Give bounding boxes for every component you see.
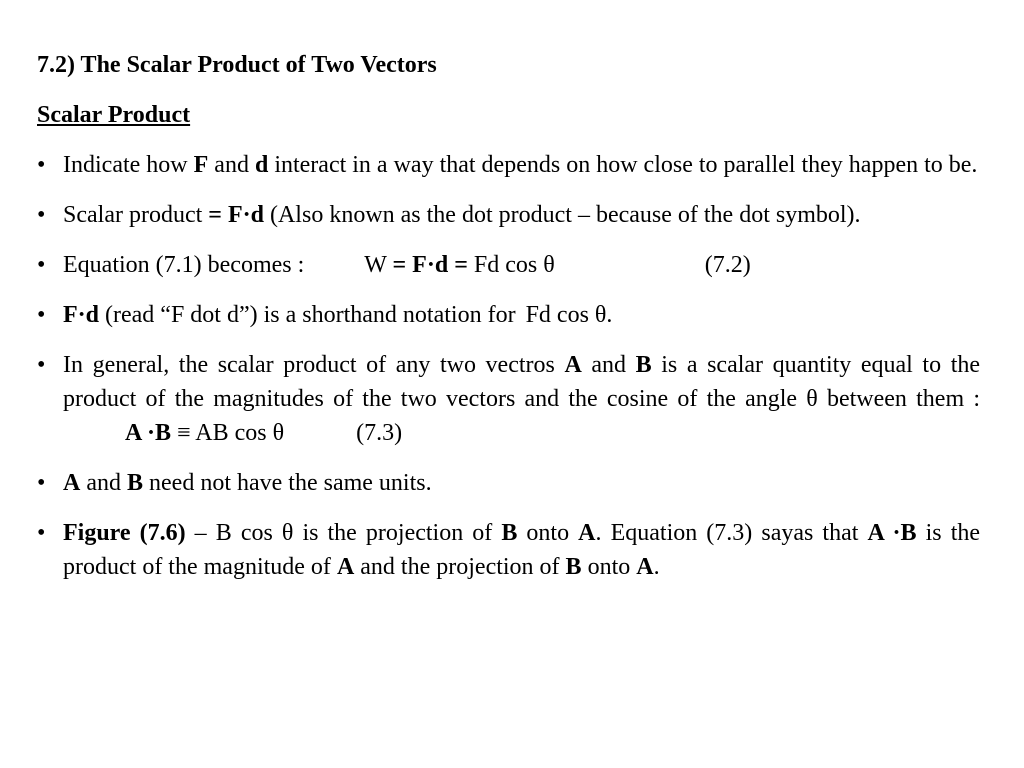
- bullet-item-1: [37, 148, 980, 182]
- text: is the product of the magnitude of: [63, 520, 981, 580]
- equals-sign: =: [392, 252, 407, 278]
- text: In general, the scalar product of any two vectros: [63, 352, 565, 378]
- vector-B: B: [127, 470, 144, 496]
- vector-A: A: [564, 352, 582, 378]
- work-symbol: W: [364, 252, 393, 278]
- text: and: [80, 470, 127, 496]
- vector-A: A: [63, 470, 81, 496]
- section-heading: 7.2) The Scalar Product of Two Vectors: [37, 52, 437, 78]
- bullet-list: [37, 148, 980, 584]
- text: interact in a way that depends on how close to parallel they happen to be.: [268, 152, 978, 178]
- bullet-icon: •: [37, 470, 46, 496]
- dot-product-AB: A ·B: [125, 420, 172, 446]
- vector-B: B: [565, 554, 582, 580]
- bullet-item-4: [37, 298, 980, 332]
- vector-d: d: [254, 152, 269, 178]
- bullet-icon: •: [37, 152, 46, 178]
- subheading-scalar-product: Scalar Product: [37, 102, 191, 128]
- vector-A: A: [578, 520, 596, 546]
- text: is a scalar quantity equal to the product of the magnitudes of the two vectors and the cosine of the angle θ between them :: [63, 352, 981, 412]
- bullet-icon: •: [37, 520, 46, 546]
- equation-rhs: ≡ AB cos θ: [171, 420, 285, 446]
- text: and: [581, 352, 636, 378]
- equation-number: (7.2): [704, 252, 751, 278]
- vector-B: B: [501, 520, 518, 546]
- dot-product-Fd: F·d: [63, 302, 100, 328]
- text: (Also known as the dot product – because of the dot symbol).: [263, 202, 861, 228]
- bullet-icon: •: [37, 302, 46, 328]
- text: . Equation (7.3) sayas that: [595, 520, 868, 546]
- text: .: [653, 554, 660, 580]
- equation-number: (7.3): [356, 420, 403, 446]
- bullet-icon: •: [37, 252, 46, 278]
- bullet-item-6: [37, 466, 980, 500]
- text: need not have the same units.: [143, 470, 432, 496]
- equation-rhs: Fd cos θ: [467, 252, 555, 278]
- dot-product-Fd: F·d: [227, 202, 264, 228]
- bullet-item-7: [37, 516, 980, 584]
- text: Fd cos θ.: [525, 302, 613, 328]
- figure-reference: Figure (7.6): [63, 520, 186, 546]
- slide-content: [37, 48, 980, 600]
- text: and: [208, 152, 255, 178]
- text: Indicate how: [63, 152, 194, 178]
- text: Scalar product: [63, 202, 209, 228]
- bullet-icon: •: [37, 352, 46, 378]
- text: onto: [581, 554, 637, 580]
- bullet-item-3: [37, 248, 980, 282]
- vector-F: F: [193, 152, 209, 178]
- text: (read “F dot d”) is a shorthand notation for: [99, 302, 516, 328]
- vector-A: A: [636, 554, 654, 580]
- text: – B cos θ is the projection of: [185, 520, 502, 546]
- vector-A: A: [336, 554, 355, 580]
- equals-sign: =: [454, 252, 468, 278]
- dot-product-AB: A ·B: [867, 520, 917, 546]
- bullet-icon: •: [37, 202, 46, 228]
- text: and the projection of: [354, 554, 566, 580]
- text: Equation (7.1) becomes :: [63, 252, 305, 278]
- bullet-item-5: [37, 348, 980, 450]
- text: onto: [517, 520, 579, 546]
- dot-product-Fd: F·d: [406, 252, 455, 278]
- equals-sign: =: [208, 202, 222, 228]
- vector-B: B: [635, 352, 652, 378]
- bullet-item-2: [37, 198, 980, 232]
